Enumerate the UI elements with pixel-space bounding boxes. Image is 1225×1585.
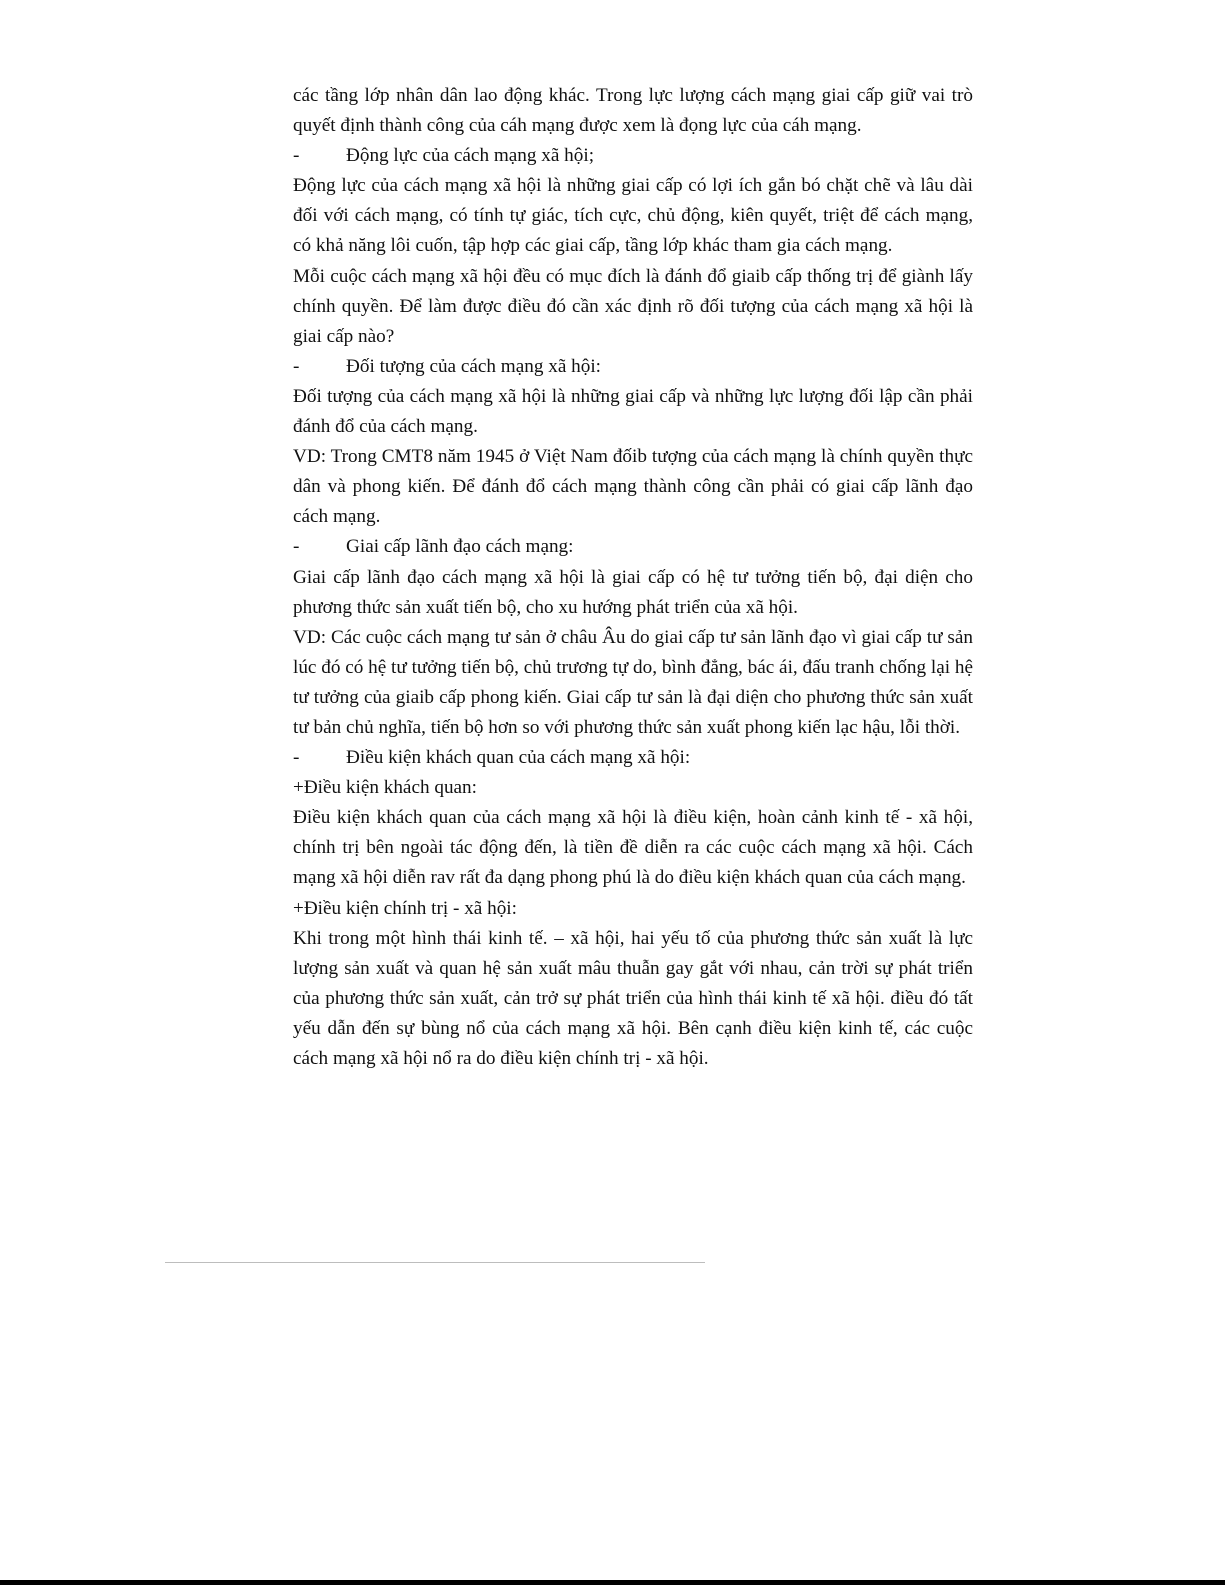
document-body [293,81,973,1074]
bullet-heading: Động lực của cách mạng xã hội; [346,145,595,167]
subheading: +Điều kiện khách quan: [293,777,477,799]
bullet-item-dieu-kien [293,743,973,773]
bullet-marker: - [293,355,300,377]
bullet-item-giai-cap-lanh-dao [293,532,973,562]
bullet-heading: Giai cấp lãnh đạo cách mạng: [346,536,574,558]
paragraph: Điều kiện khách quan của cách mạng xã hội là điều kiện, hoàn cảnh kinh tế - xã hội, chính trị bên ngoài tác động đến, là tiền đề diễn ra các cuộc cách mạng xã hội. Cách mạng xã hội diễn rav rất đa dạng phong phú là do điều kiện khách quan của cách mạng. [293,807,973,889]
paragraph: Đối tượng của cách mạng xã hội là những giai cấp và những lực lượng đối lập cần phải đánh đổ của cách mạng. [293,385,973,438]
bullet-heading: Điều kiện khách quan của cách mạng xã hội: [346,747,691,769]
subheading: +Điều kiện chính trị - xã hội: [293,897,517,919]
example-paragraph: VD: Trong CMT8 năm 1945 ở Việt Nam đốib tượng của cách mạng là chính quyền thực dân và phong kiến. Để đánh đổ cách mạng thành công cần phải có giai cấp lãnh đạo cách mạng. [293,446,973,528]
paragraph: các tầng lớp nhân dân lao động khác. Trong lực lượng cách mạng giai cấp giữ vai trò quyết định thành công của cáh mạng được xem là đọng lực của cáh mạng. [293,85,973,137]
page-bottom-border [0,1580,1225,1585]
footnote-separator-line [165,1262,705,1263]
bullet-item-doi-tuong [293,352,973,382]
bullet-item-dong-luc [293,141,973,171]
bullet-marker: - [293,145,300,167]
paragraph: Giai cấp lãnh đạo cách mạng xã hội là giai cấp có hệ tư tưởng tiến bộ, đại diện cho phương thức sản xuất tiến bộ, cho xu hướng phát triển của xã hội. [293,566,973,618]
paragraph: Khi trong một hình thái kinh tế. – xã hội, hai yếu tố của phương thức sản xuất là lực lượng sản xuất và quan hệ sản xuất mâu thuẫn gay gắt với nhau, cản trời sự phát triển của phương thức sản xuất, cản trở sự phát triển của hình thái kinh tế xã hội. điều đó tất yếu dẫn đến sự bùng nổ của cách mạng xã hội. Bên cạnh điều kiện kinh tế, các cuộc cách mạng xã hội nổ ra do điều kiện chính trị - xã hội. [293,927,973,1069]
bullet-heading: Đối tượng của cách mạng xã hội: [346,355,601,377]
example-paragraph: VD: Các cuộc cách mạng tư sản ở châu Âu do giai cấp tư sản lãnh đạo vì giai cấp tư sản lúc đó có hệ tư tưởng tiến bộ, chủ trương tự do, bình đẳng, bác ái, đấu tranh chống lại hệ tư tưởng của giaib cấp phong kiến. Giai cấp tư sản là đại diện cho phương thức sản xuất tư bản chủ nghĩa, tiến bộ hơn so với phương thức sản xuất phong kiến lạc hậu, lỗi thời. [293,626,973,738]
bullet-marker: - [293,747,300,769]
paragraph: Mỗi cuộc cách mạng xã hội đều có mục đích là đánh đổ giaib cấp thống trị để giành lấy chính quyền. Để làm được điều đó cần xác định rõ đối tượng của cách mạng xã hội là giai cấp nào? [293,265,973,347]
bullet-marker: - [293,536,300,558]
paragraph: Động lực của cách mạng xã hội là những giai cấp có lợi ích gắn bó chặt chẽ và lâu dài đối với cách mạng, có tính tự giác, tích cực, chủ động, kiên quyết, triệt để cách mạng, có khả năng lôi cuốn, tập hợp các giai cấp, tầng lớp khác tham gia cách mạng. [293,175,973,257]
